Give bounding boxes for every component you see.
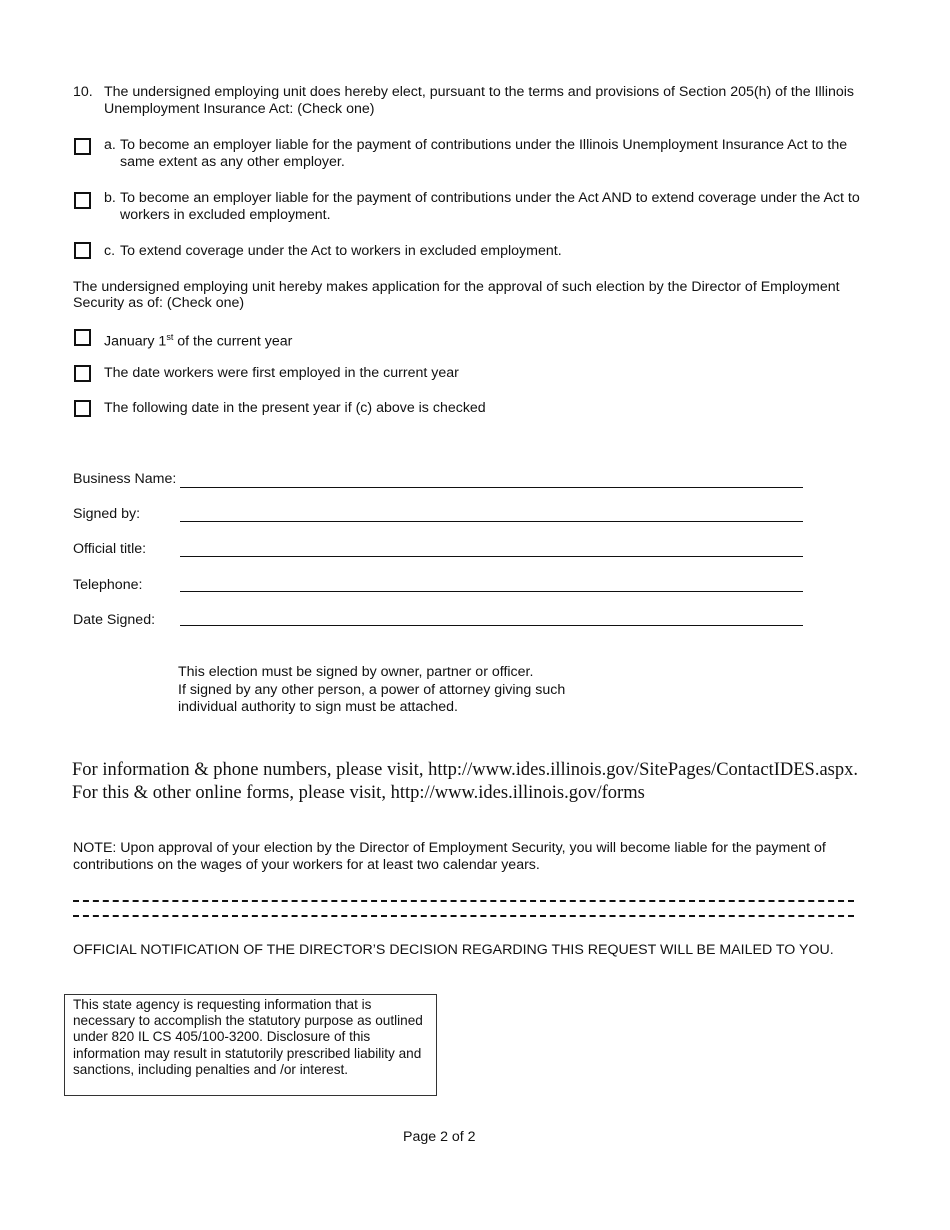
january-first-sup: st: [166, 332, 174, 342]
option-a-text: To become an employer liable for the payment of contributions under the Illinois Unemployment Insurance Act to the same extent as any other employer.: [120, 137, 848, 170]
business-name-label: Business Name:: [73, 471, 177, 487]
option-c-checkbox[interactable]: [74, 242, 91, 259]
option-b-label: b.: [104, 190, 116, 206]
section-intro-text: The undersigned employing unit does hereby elect, pursuant to the terms and provisions of Section 205(h) of the Illinois Unemployment Insurance Act: (Check one): [104, 84, 855, 117]
option-c-text: To extend coverage under the Act to workers in excluded employment.: [120, 243, 562, 259]
signed-by-line[interactable]: [180, 521, 803, 522]
section-10-intro: [73, 84, 873, 118]
page-number: Page 2 of 2: [403, 1129, 476, 1145]
liability-note: NOTE: Upon approval of your election by the Director of Employment Security, you will become liable for the payment of contributions on the wages of your workers for at least two calendar years.: [73, 840, 826, 873]
separator-dashed-1: [73, 900, 854, 902]
signature-note-line-2: If signed by any other person, a power of attorney giving such: [178, 681, 566, 698]
option-a: [104, 137, 864, 171]
official-title-line[interactable]: [180, 556, 803, 557]
application-intro: The undersigned employing unit hereby makes application for the approval of such election by the Director of Employment Security as of: (Check one): [73, 279, 840, 311]
info-contact-line: For information & phone numbers, please visit, http://www.ides.illinois.gov/SitePages/ContactIDES.aspx.: [72, 760, 859, 780]
date-signed-line[interactable]: [180, 625, 803, 626]
info-forms-line: For this & other online forms, please visit, http://www.ides.illinois.gov/forms: [72, 783, 645, 803]
option-b-text: To become an employer liable for the payment of contributions under the Act AND to extend coverage under the Act to workers in excluded employment.: [120, 190, 860, 223]
official-title-label: Official title:: [73, 541, 147, 557]
first-employed-checkbox[interactable]: [74, 365, 91, 382]
separator-dashed-2: [73, 915, 854, 917]
january-first-option: [104, 329, 292, 351]
section-number: 10.: [73, 84, 93, 100]
signature-note: [178, 664, 565, 717]
telephone-label: Telephone:: [73, 577, 143, 593]
signature-note-line-3: individual authority to sign must be attached.: [178, 699, 458, 715]
privacy-statement-box: [64, 994, 437, 1096]
official-notification: OFFICIAL NOTIFICATION OF THE DIRECTOR’S DECISION REGARDING THIS REQUEST WILL BE MAILED TO YOU.: [73, 942, 834, 958]
january-first-suffix: of the current year: [173, 333, 293, 350]
following-date-text: The following date in the present year if (c) above is checked: [104, 400, 486, 416]
following-date-checkbox[interactable]: [74, 400, 91, 417]
date-signed-label: Date Signed:: [73, 612, 156, 628]
business-name-line[interactable]: [180, 487, 803, 488]
first-employed-text: The date workers were first employed in the current year: [104, 365, 459, 381]
option-a-label: a.: [104, 137, 116, 153]
option-a-checkbox[interactable]: [74, 138, 91, 155]
january-first-text: January 1: [104, 333, 167, 350]
option-c: [104, 243, 864, 260]
telephone-line[interactable]: [180, 591, 803, 592]
january-first-checkbox[interactable]: [74, 329, 91, 346]
privacy-statement: This state agency is requesting information that is necessary to accomplish the statutory purpose as outlined under 820 IL CS 405/100-3200. Disclosure of this information may result in statutorily prescribed liability and sanctions, including penalties and /or interest.: [73, 997, 423, 1077]
option-b: [104, 190, 864, 224]
option-b-checkbox[interactable]: [74, 192, 91, 209]
option-c-label: c.: [104, 243, 116, 259]
signed-by-label: Signed by:: [73, 506, 141, 522]
signature-note-line-1: This election must be signed by owner, partner or officer.: [178, 664, 534, 680]
